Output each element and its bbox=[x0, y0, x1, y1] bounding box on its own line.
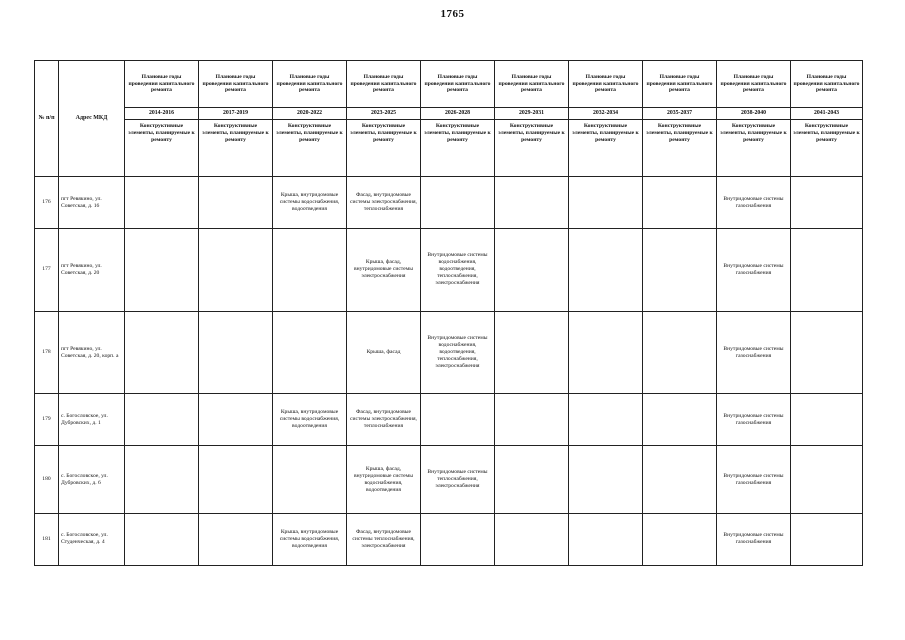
period-years: 2023-2025 bbox=[347, 108, 421, 120]
sub-header: Конструктивные элементы, планируемые к ремонту bbox=[125, 120, 199, 177]
capital-repair-plan-table bbox=[34, 60, 863, 566]
repair-elements-cell bbox=[125, 394, 199, 446]
repair-elements-cell: Крыша, фасад, внутридомовые системы водоснабжения, водоотведения bbox=[347, 446, 421, 513]
period-title: Плановые годы проведения капитального ремонта bbox=[791, 61, 863, 108]
repair-elements-cell bbox=[791, 513, 863, 565]
repair-elements-cell bbox=[273, 229, 347, 312]
row-number: 179 bbox=[35, 394, 59, 446]
header-row-titles bbox=[35, 61, 863, 108]
column-header-address: Адрес МКД bbox=[59, 61, 125, 177]
repair-elements-cell bbox=[273, 446, 347, 513]
repair-elements-cell bbox=[199, 177, 273, 229]
sub-header: Конструктивные элементы, планируемые к ремонту bbox=[717, 120, 791, 177]
period-title: Плановые годы проведения капитального ремонта bbox=[495, 61, 569, 108]
period-years: 2035-2037 bbox=[643, 108, 717, 120]
sub-header: Конструктивные элементы, планируемые к ремонту bbox=[791, 120, 863, 177]
repair-elements-cell bbox=[569, 311, 643, 394]
repair-elements-cell: Крыша, фасад bbox=[347, 311, 421, 394]
period-title: Плановые годы проведения капитального ремонта bbox=[569, 61, 643, 108]
row-number: 180 bbox=[35, 446, 59, 513]
repair-elements-cell bbox=[273, 311, 347, 394]
sub-header: Конструктивные элементы, планируемые к ремонту bbox=[347, 120, 421, 177]
period-title: Плановые годы проведения капитального ремонта bbox=[643, 61, 717, 108]
repair-elements-cell bbox=[199, 311, 273, 394]
repair-elements-cell bbox=[495, 229, 569, 312]
sub-header: Конструктивные элементы, планируемые к ремонту bbox=[643, 120, 717, 177]
repair-elements-cell bbox=[643, 311, 717, 394]
period-title: Плановые годы проведения капитального ремонта bbox=[421, 61, 495, 108]
repair-elements-cell bbox=[495, 394, 569, 446]
repair-elements-cell bbox=[643, 446, 717, 513]
repair-elements-cell bbox=[791, 229, 863, 312]
period-title: Плановые годы проведения капитального ремонта bbox=[125, 61, 199, 108]
repair-elements-cell: Внутридомовые системы водоснабжения, водоотведения, теплоснабжения, электроснабжения bbox=[421, 229, 495, 312]
repair-elements-cell bbox=[791, 394, 863, 446]
repair-elements-cell: Внутридомовые системы газоснабжения bbox=[717, 394, 791, 446]
period-years: 2014-2016 bbox=[125, 108, 199, 120]
row-address: с. Богословское, ул. Дубровских, д. 6 bbox=[59, 446, 125, 513]
sub-header: Конструктивные элементы, планируемые к ремонту bbox=[421, 120, 495, 177]
repair-elements-cell: Внутридомовые системы газоснабжения bbox=[717, 229, 791, 312]
period-years: 2029-2031 bbox=[495, 108, 569, 120]
table-row bbox=[35, 229, 863, 312]
repair-elements-cell bbox=[125, 229, 199, 312]
repair-elements-cell bbox=[643, 394, 717, 446]
repair-elements-cell: Внутридомовые системы газоснабжения bbox=[717, 177, 791, 229]
sub-header: Конструктивные элементы, планируемые к ремонту bbox=[273, 120, 347, 177]
period-years: 2026-2028 bbox=[421, 108, 495, 120]
repair-elements-cell: Крыша, внутридомовые системы водоснабжения, водоотведения bbox=[273, 394, 347, 446]
period-title: Плановые годы проведения капитального ремонта bbox=[717, 61, 791, 108]
period-years: 2041-2043 bbox=[791, 108, 863, 120]
row-address: пгт Ревякино, ул. Советская, д. 16 bbox=[59, 177, 125, 229]
row-number: 176 bbox=[35, 177, 59, 229]
repair-elements-cell bbox=[125, 311, 199, 394]
repair-elements-cell bbox=[199, 394, 273, 446]
repair-elements-cell: Фасад, внутридомовые системы теплоснабжения, электроснабжения bbox=[347, 513, 421, 565]
row-number: 181 bbox=[35, 513, 59, 565]
row-address: пгт Ревякино, ул. Советская, д. 20 bbox=[59, 229, 125, 312]
repair-elements-cell: Внутридомовые системы газоснабжения bbox=[717, 513, 791, 565]
repair-elements-cell bbox=[569, 177, 643, 229]
header-row-subtitles bbox=[35, 120, 863, 177]
repair-elements-cell bbox=[421, 394, 495, 446]
table-row bbox=[35, 394, 863, 446]
repair-elements-cell bbox=[421, 513, 495, 565]
repair-elements-cell: Фасад, внутридомовые системы электроснабжения, теплоснабжения bbox=[347, 177, 421, 229]
repair-elements-cell bbox=[643, 177, 717, 229]
repair-elements-cell bbox=[495, 446, 569, 513]
repair-elements-cell: Внутридомовые системы газоснабжения bbox=[717, 311, 791, 394]
repair-elements-cell: Крыша, внутридомовые системы водоснабжения, водоотведения bbox=[273, 513, 347, 565]
table-row bbox=[35, 311, 863, 394]
repair-elements-cell bbox=[791, 177, 863, 229]
table-row bbox=[35, 513, 863, 565]
repair-elements-cell bbox=[643, 229, 717, 312]
period-title: Плановые годы проведения капитального ремонта bbox=[273, 61, 347, 108]
repair-elements-cell: Внутридомовые системы теплоснабжения, электроснабжения bbox=[421, 446, 495, 513]
repair-elements-cell bbox=[569, 394, 643, 446]
repair-elements-cell bbox=[125, 513, 199, 565]
repair-elements-cell bbox=[495, 177, 569, 229]
repair-elements-cell bbox=[125, 177, 199, 229]
header-row-years bbox=[35, 108, 863, 120]
repair-elements-cell bbox=[569, 446, 643, 513]
repair-elements-cell bbox=[125, 446, 199, 513]
row-address: с. Богословское, ул. Студенческая, д. 4 bbox=[59, 513, 125, 565]
period-years: 2020-2022 bbox=[273, 108, 347, 120]
repair-elements-cell: Крыша, внутридомовые системы водоснабжения, водоотведения bbox=[273, 177, 347, 229]
period-years: 2032-2034 bbox=[569, 108, 643, 120]
table-row bbox=[35, 446, 863, 513]
row-number: 178 bbox=[35, 311, 59, 394]
row-address: пгт Ревякино, ул. Советская, д. 20, корп. а bbox=[59, 311, 125, 394]
repair-elements-cell bbox=[569, 229, 643, 312]
sub-header: Конструктивные элементы, планируемые к ремонту bbox=[495, 120, 569, 177]
table-row bbox=[35, 177, 863, 229]
repair-elements-cell: Фасад, внутридомовые системы электроснабжения, теплоснабжения bbox=[347, 394, 421, 446]
column-header-number: № п/п bbox=[35, 61, 59, 177]
repair-elements-cell bbox=[791, 311, 863, 394]
repair-elements-cell bbox=[569, 513, 643, 565]
period-years: 2017-2019 bbox=[199, 108, 273, 120]
period-title: Плановые годы проведения капитального ремонта bbox=[347, 61, 421, 108]
repair-elements-cell: Крыша, фасад, внутридомовые системы электроснабжения bbox=[347, 229, 421, 312]
repair-elements-cell bbox=[495, 513, 569, 565]
repair-elements-cell bbox=[495, 311, 569, 394]
page-number: 1765 bbox=[440, 8, 465, 20]
row-number: 177 bbox=[35, 229, 59, 312]
row-address: с. Богословское, ул. Дубровских, д. 1 bbox=[59, 394, 125, 446]
repair-elements-cell bbox=[199, 446, 273, 513]
repair-elements-cell: Внутридомовые системы водоснабжения, водоотведения, теплоснабжения, электроснабжения bbox=[421, 311, 495, 394]
sub-header: Конструктивные элементы, планируемые к ремонту bbox=[199, 120, 273, 177]
repair-elements-cell: Внутридомовые системы газоснабжения bbox=[717, 446, 791, 513]
sub-header: Конструктивные элементы, планируемые к ремонту bbox=[569, 120, 643, 177]
repair-elements-cell bbox=[199, 513, 273, 565]
repair-elements-cell bbox=[199, 229, 273, 312]
repair-elements-cell bbox=[421, 177, 495, 229]
period-years: 2038-2040 bbox=[717, 108, 791, 120]
table-body bbox=[35, 177, 863, 566]
repair-elements-cell bbox=[643, 513, 717, 565]
repair-elements-cell bbox=[791, 446, 863, 513]
period-title: Плановые годы проведения капитального ремонта bbox=[199, 61, 273, 108]
